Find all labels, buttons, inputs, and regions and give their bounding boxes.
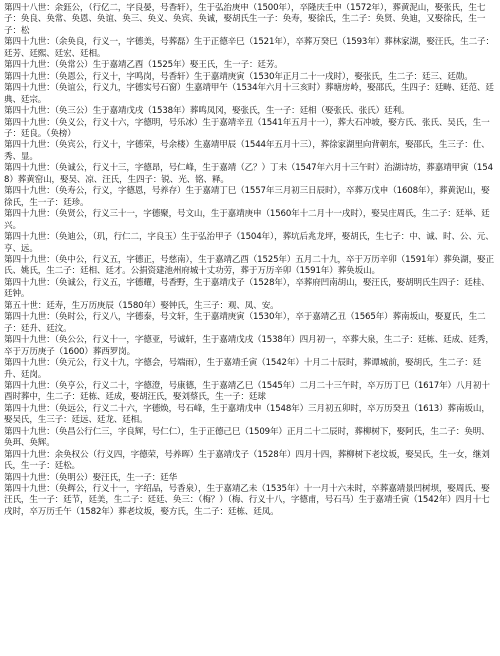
genealogy-entry: 第四十九世：（奂明公）娶汪氏，生一子：廷华 bbox=[4, 472, 178, 483]
genealogy-entry: 第四十九世：（奂义公，行义十六，字德明，号乐冰）生于嘉靖辛丑（1541年五月十一），葬大石冲坡，娶方氏、张氏、吴氏，生一子：廷良。（奂榜） bbox=[4, 117, 490, 139]
genealogy-entry: 第四十九世：（奂贤公，行义三十一，字德聚，号文山，生于嘉靖庚申（1560年十二月十一戌时），娶吴庄周氏，生二子：廷举、廷兴。 bbox=[4, 209, 490, 231]
genealogy-entry: 第四十九世：（奂元公，行义十九，字德会，号端雨），生于嘉靖壬寅（1542年）十月二十辰时，葬谭城前，娶胡氏，生二子：廷升、廷岗。 bbox=[4, 358, 482, 380]
genealogy-entry: 第四十九世：余奂权公（行义四，字德荣，号养晖）生于嘉靖戊子（1528年）四月十四，葬柳树下老坟坂，娶吴氏，生一女，继刘氏，生一子：廷松。 bbox=[4, 449, 490, 472]
genealogy-entry: 第四十九世：（奂恩公，行义十，字鸣岗，号香轩）生于嘉靖庚寅（1530年正月二十一戌时），娶张氏，生二子：廷三、廷勋。 bbox=[4, 71, 473, 82]
genealogy-entry: 第四十九世：（余奂良，行义一，字德美，号葬磊）生于正德辛巳（1521年），卒葬万癸巳（1593年）葬林家湖，娶汪氏，生二子：廷芳、廷熙、廷宏、廷相。 bbox=[4, 37, 494, 59]
genealogy-entry: 第四十九世：（奂昌公行仁三，字良辉，号仁仁），生于正德己巳（1509年）正月二十二辰时，葬柳树下，娶阿氏，生二子：奂明、奂珥、奂辉。 bbox=[4, 426, 490, 449]
genealogy-entry: 第四十九世：（奂时公，行义八，字德泰，号文轩，生于嘉靖庚寅（1530年），卒于嘉靖乙丑（1565年）葬南坂山，娶夏氏，生二子：廷升、廷汶。 bbox=[4, 312, 486, 334]
genealogy-entry: 第五十世：廷寿，生万历庚辰（1580年）娶钟氏，生三子：观、凤、安。 bbox=[4, 300, 279, 311]
genealogy-entry: 第四十九世：（奂迪公，（玑，行仁二，字良玉）生于弘治甲子（1504年），葬坑后兆龙坪，娶胡氏，生七子：中、诚、时、公、元、亨、远。 bbox=[4, 232, 494, 254]
genealogy-entry: 第四十九世：（奂辉公，行义十一，字绍品，号香泉），生于嘉靖乙未（1535年）十一月十六未时，卒葬嘉靖景凹树坝，娶周氏、娶汪氏，生一子：廷节，廷美，生二子：廷廷、奂三：（梅？）（梅、行义十八，字德甫，号石马）生于嘉靖壬寅（1542年）四月十七戌时，卒万历壬午（1582年）葬老坟坂，娶方氏，生二子：廷栋、廷凤。 bbox=[4, 484, 490, 517]
genealogy-entry: 第四十九世：（奂宾公，行义十，字德荣，号余楼）生嘉靖甲辰（1544年五月十三），葬徐家湖里向背朝东，娶邵氏，生三子：仕、秀、显。 bbox=[4, 140, 490, 162]
genealogy-entry: 第四十九世：（奂谊公，行义九，字德实号石窗）生嘉靖甲午（1534年六月十三亥时）葬塘房岭，娶邵氏，生四子：廷畴、廷范、廷典、廷宗。 bbox=[4, 83, 494, 105]
genealogy-entry: 第四十九世：（奂远公，行义二十六，字德焕，号石峰，生于嘉靖戊申（1548年）三月初五卯时，卒万历癸丑（1613）葬南坂山，娶吴氏，生三子：廷远、廷龙、廷相。 bbox=[4, 403, 490, 426]
genealogy-entry: 第四十九世：（奂诚公，行义五，字德耀，号香野，生于嘉靖戊子（1528年），卒葬府凹南胡山，娶汪氏，娶胡明氏生四子：廷桂、廷钟。 bbox=[4, 277, 490, 300]
genealogy-entry: 第四十八世：余鈺公，（行亿二，字良晏，号香轩），生于弘治庚申（1500年），卒隆庆壬申（1572年），葬黄泥山，娶张氏，生七子：奂良、奂常、奂恩、奂谊、奂三、奂义、奂宾、奂诚，娶胡氏生一子：奂寿，娶徐氏，生二子：奂贤、奂迪，又娶徐氏，生一子：松 bbox=[4, 3, 486, 36]
genealogy-entry: 第四十九世：（奂亨公，行义二十，字德澄，号康德，生于嘉靖乙巳（1545年）二月二十三午时，卒万历丁巳（1617年）八月初十酉时葬中，生二子：廷栋、廷成，娶胡汪氏，娶刘蔡氏，生一子：廷球 bbox=[4, 380, 490, 403]
genealogy-entry: 第四十九世：（奂常公）生于嘉靖乙酉（1525年）娶王氏，生一子：廷芳。 bbox=[4, 60, 283, 71]
genealogy-entry: 第四十九世：（奂寿公，行义，字德恩，号养存）生于嘉靖丁巳（1557年三月初三日辰时），卒葬万戊申（1608年），葬黄泥山，娶徐氏，生一子：廷珍。 bbox=[4, 186, 490, 208]
genealogy-entry: 第四十九世：（奂三公）生于嘉靖戊戌（1538年）葬鸣凤冈，娶张氏，生一子：廷相（娶张氏、张氏）廷利。 bbox=[4, 106, 410, 117]
genealogy-page bbox=[4, 3, 496, 653]
genealogy-entry: 第四十九世：（奂中公，行义五，字德正，号慈南），生于嘉靖乙酉（1525年）五月二十九，卒于万历辛卯（1591年）葬奂湖，娶正氏、姚氏，生二子：廷相、廷才。公捐资建池州府城十丈功劳，葬于万历辛卯（1591年）葬奂坂山。 bbox=[4, 254, 494, 277]
genealogy-entry: 第四十九世：（奂公公，行义十一，字德亚，号诚轩，生于嘉靖戊戌（1538年）四月初一，卒葬大泉，生二子：廷栋、廷成、廷秀，卒于万历庚子（1600）葬西罗岗。 bbox=[4, 335, 494, 357]
genealogy-entry: 第四十九世：（奂诚公，行义十三，字德昂，号仁峰，生于嘉靖（乙？）丁未（1547年六月十三午时）治湖诗坊，葬嘉靖甲寅（1548）葬黄窑山，娶吴、凉、汪氏，生四子：锐、光、铭、释。 bbox=[4, 163, 493, 185]
